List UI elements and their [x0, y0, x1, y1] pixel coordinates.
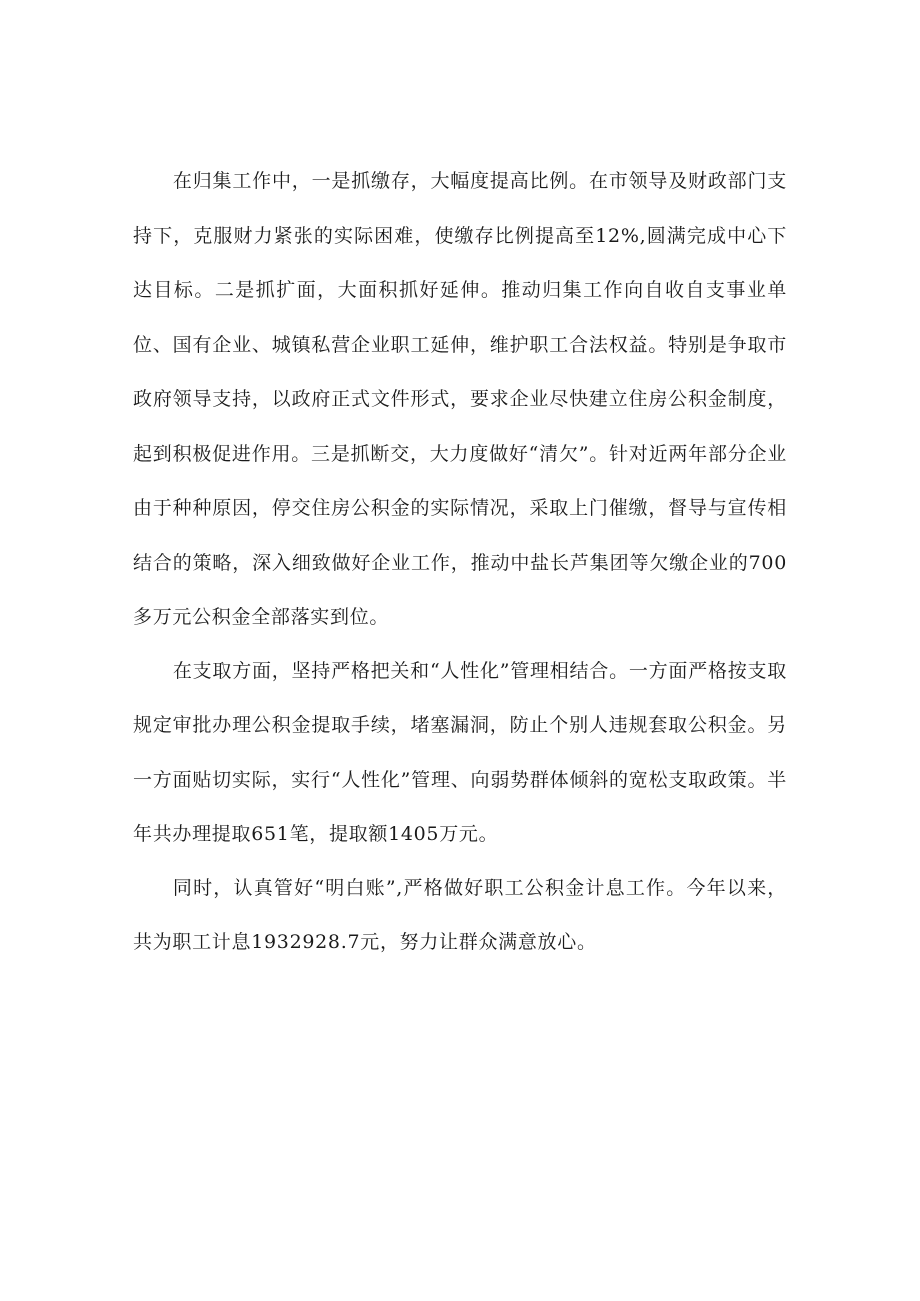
paragraph-withdrawal: 在支取方面，坚持严格把关和“人性化”管理相结合。一方面严格按支取规定审批办理公积金提取手续，堵塞漏洞，防止个别人违规套取公积金。另一方面贴切实际，实行“人性化”管理、向弱势群体倾斜的宽松支取政策。半年共办理提取651笔，提取额1405万元。: [133, 659, 787, 845]
document-body: [133, 154, 787, 969]
paragraph-collection: 在归集工作中，一是抓缴存，大幅度提高比例。在市领导及财政部门支持下，克服财力紧张的实际困难，使缴存比例提高至12%,圆满完成中心下达目标。二是抓扩面，大面积抓好延伸。推动归集工作向自收自支事业单位、国有企业、城镇私营企业职工延伸，维护职工合法权益。特别是争取市政府领导支持，以政府正式文件形式，要求企业尽快建立住房公积金制度，起到积极促进作用。三是抓断交，大力度做好“清欠”。针对近两年部分企业由于种种原因，停交住房公积金的实际情况，采取上门催缴，督导与宣传相结合的策略，深入细致做好企业工作，推动中盐长芦集团等欠缴企业的700多万元公积金全部落实到位。: [133, 170, 787, 628]
paragraph-interest: 同时，认真管好“明白账”,严格做好职工公积金计息工作。今年以来，共为职工计息1932928.7元，努力让群众满意放心。: [133, 876, 787, 953]
